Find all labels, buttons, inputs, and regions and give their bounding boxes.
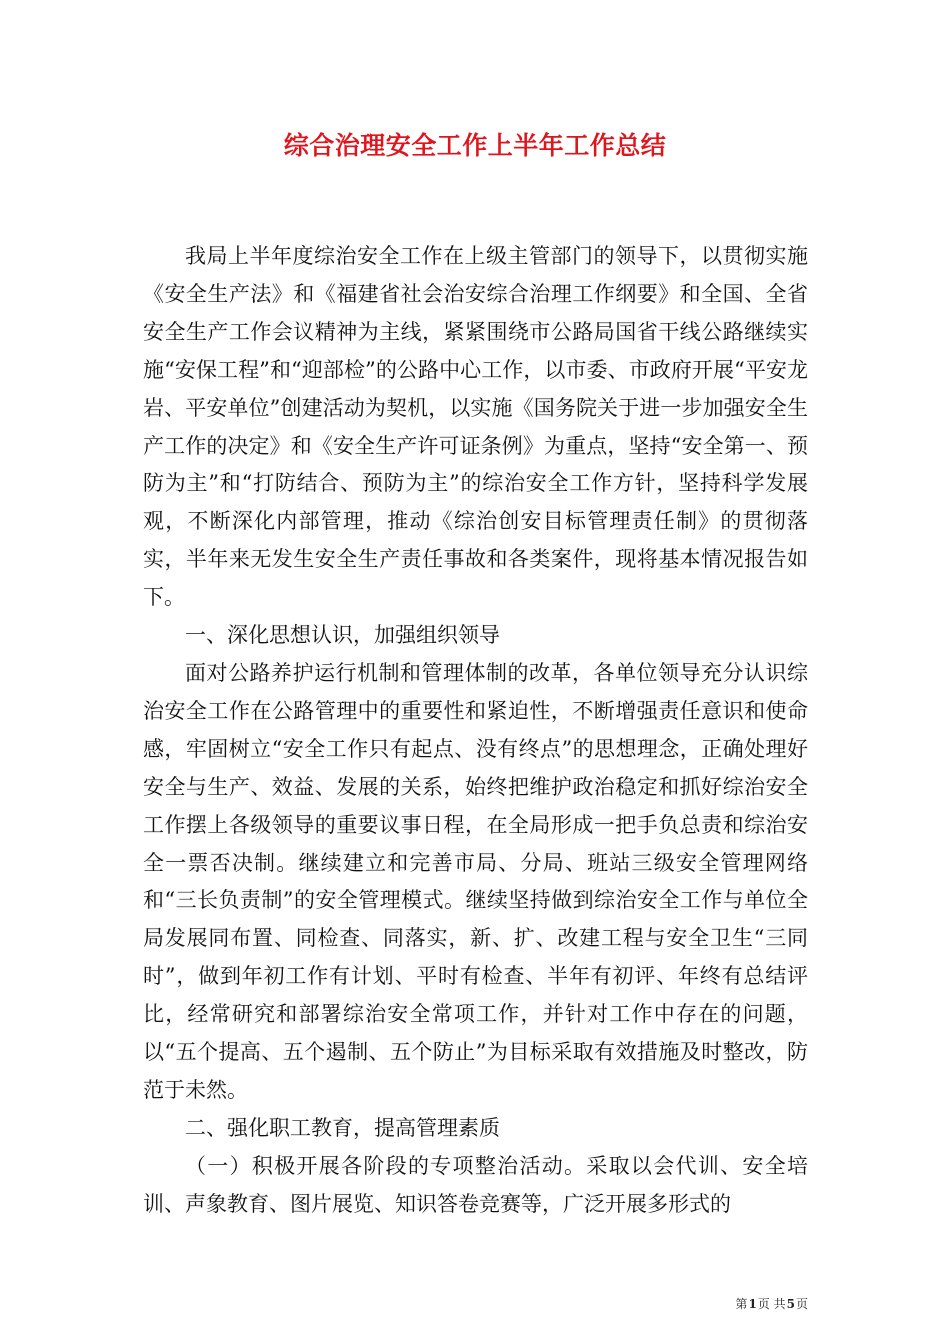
current-page-number: 1 <box>748 1297 757 1311</box>
document-title: 综合治理安全工作上半年工作总结 <box>283 131 667 160</box>
section-2-paragraph: （一）积极开展各阶段的专项整治活动。采取以会代训、安全培训、声象教育、图片展览、知识答卷竞赛等，广泛开展多形式的 <box>143 1153 808 1216</box>
section-heading-1: 一、深化思想认识，加强组织领导 <box>185 623 500 648</box>
section-1-paragraph: 面对公路养护运行机制和管理体制的改革，各单位领导充分认识综治安全工作在公路管理中的重要性和紧迫性，不断增强责任意识和使命感，牢固树立“安全工作只有起点、没有终点”的思想理念，正确处理好安全与生产、效益、发展的关系，始终把维护政治稳定和抓好综治安全工作摆上各级领导的重要议事日程，在全局形成一把手负总责和综治安全一票否决制。继续建立和完善市局、分局、班站三级安全管理网络和“三长负责制”的安全管理模式。继续坚持做到综治安全工作与单位全局发展同布置、同检查、同落实，新、扩、改建工程与安全卫生“三同时”，做到年初工作有计划、平时有检查、半年有初评、年终有总结评比，经常研究和部署综治安全常项工作，并针对工作中存在的问题，以“五个提高、五个遏制、五个防止”为目标采取有效措施及时整改，防范于未然。 <box>143 660 808 1102</box>
footer-suffix: 页 <box>795 1297 808 1311</box>
total-page-number: 5 <box>786 1297 795 1311</box>
intro-paragraph: 我局上半年度综治安全工作在上级主管部门的领导下，以贯彻实施《安全生产法》和《福建省社会治安综合治理工作纲要》和全国、全省安全生产工作会议精神为主线，紧紧围绕市公路局国省干线公路继续实施“安保工程”和“迎部检”的公路中心工作，以市委、市政府开展“平安龙岩、平安单位”创建活动为契机，以实施《国务院关于进一步加强安全生产工作的决定》和《安全生产许可证条例》为重点，坚持“安全第一、预防为主”和“打防结合、预防为主”的综治安全工作方针，坚持科学发展观，不断深化内部管理，推动《综治创安目标管理责任制》的贯彻落实，半年来无发生安全生产责任事故和各类案件，现将基本情况报告如下。 <box>143 244 808 610</box>
section-heading-2: 二、强化职工教育，提高管理素质 <box>185 1115 500 1140</box>
document-body <box>143 238 808 1224</box>
footer-middle: 页 共 <box>757 1297 786 1311</box>
footer-prefix: 第 <box>735 1297 748 1311</box>
page-footer <box>735 1296 808 1312</box>
